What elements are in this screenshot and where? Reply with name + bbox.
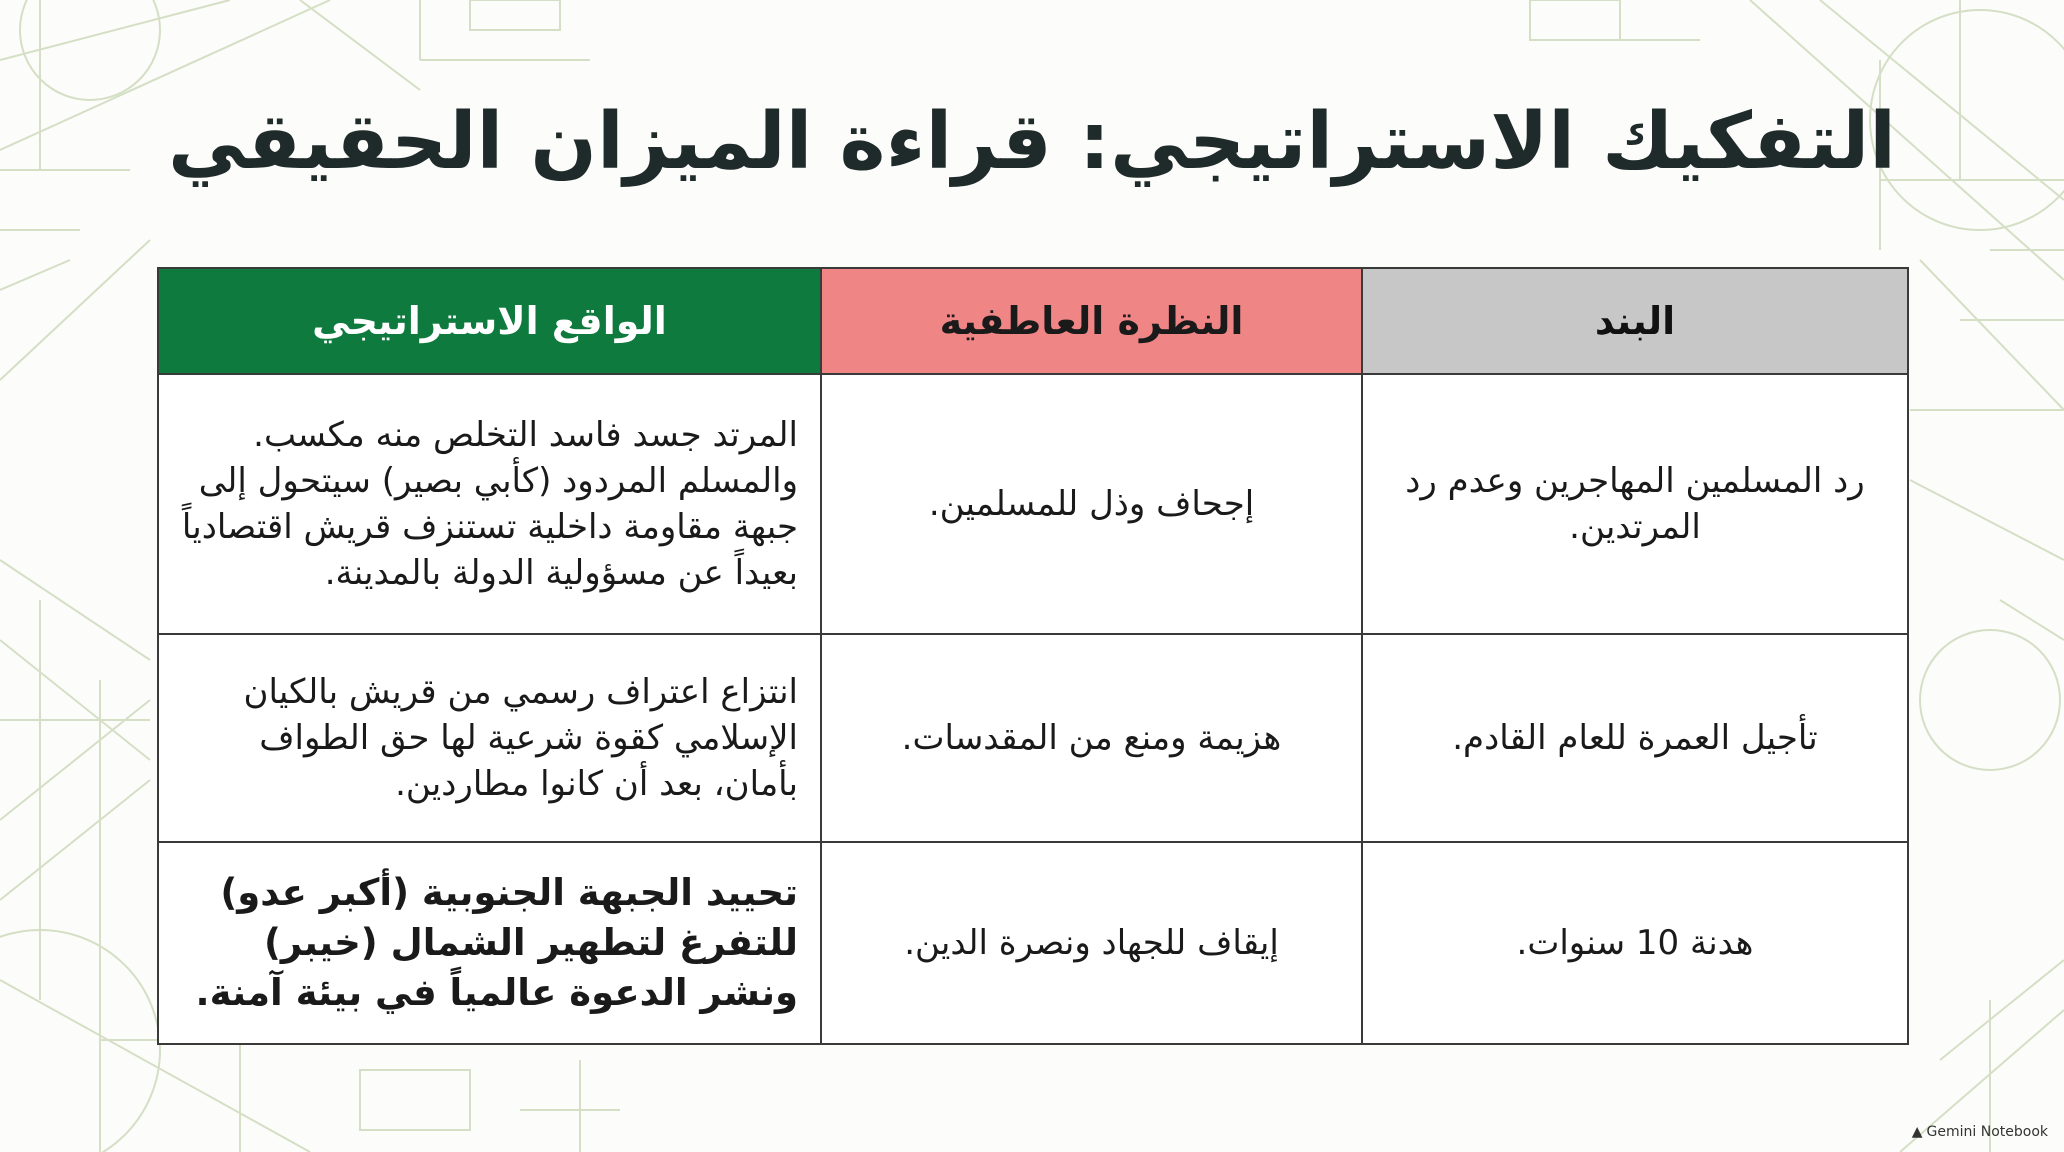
comparison-table — [157, 267, 1907, 1045]
header-emotional-view: النظرة العاطفية — [821, 268, 1362, 374]
table-row — [158, 634, 1908, 842]
table-row — [158, 842, 1908, 1044]
cell-item: هدنة 10 سنوات. — [1362, 842, 1908, 1044]
cell-emotional: إجحاف وذل للمسلمين. — [821, 374, 1362, 634]
gemini-notebook-icon: ▲ — [1911, 1124, 1923, 1140]
page-title: التفكيك الاستراتيجي: قراءة الميزان الحقيقي — [167, 97, 1897, 187]
cell-item: تأجيل العمرة للعام القادم. — [1362, 634, 1908, 842]
header-item: البند — [1362, 268, 1908, 374]
watermark — [1912, 1124, 2048, 1140]
table-header-row — [158, 268, 1908, 374]
table-row — [158, 374, 1908, 634]
cell-emotional: هزيمة ومنع من المقدسات. — [821, 634, 1362, 842]
cell-emotional: إيقاف للجهاد ونصرة الدين. — [821, 842, 1362, 1044]
cell-strategic: انتزاع اعتراف رسمي من قريش بالكيان الإسلامي كقوة شرعية لها حق الطواف بأمان، بعد أن كانوا مطاردين. — [158, 634, 821, 842]
header-strategic-reality: الواقع الاستراتيجي — [158, 268, 821, 374]
cell-strategic: تحييد الجبهة الجنوبية (أكبر عدو) للتفرغ لتطهير الشمال (خيبر) ونشر الدعوة عالمياً في بيئة آمنة. — [158, 842, 821, 1044]
cell-strategic: المرتد جسد فاسد التخلص منه مكسب. والمسلم المردود (كأبي بصير) سيتحول إلى جبهة مقاومة داخلية تستنزف قريش اقتصادياً بعيداً عن مسؤولية الدولة بالمدينة. — [158, 374, 821, 634]
watermark-label: Gemini Notebook — [1926, 1124, 2048, 1140]
cell-item: رد المسلمين المهاجرين وعدم رد المرتدين. — [1362, 374, 1908, 634]
